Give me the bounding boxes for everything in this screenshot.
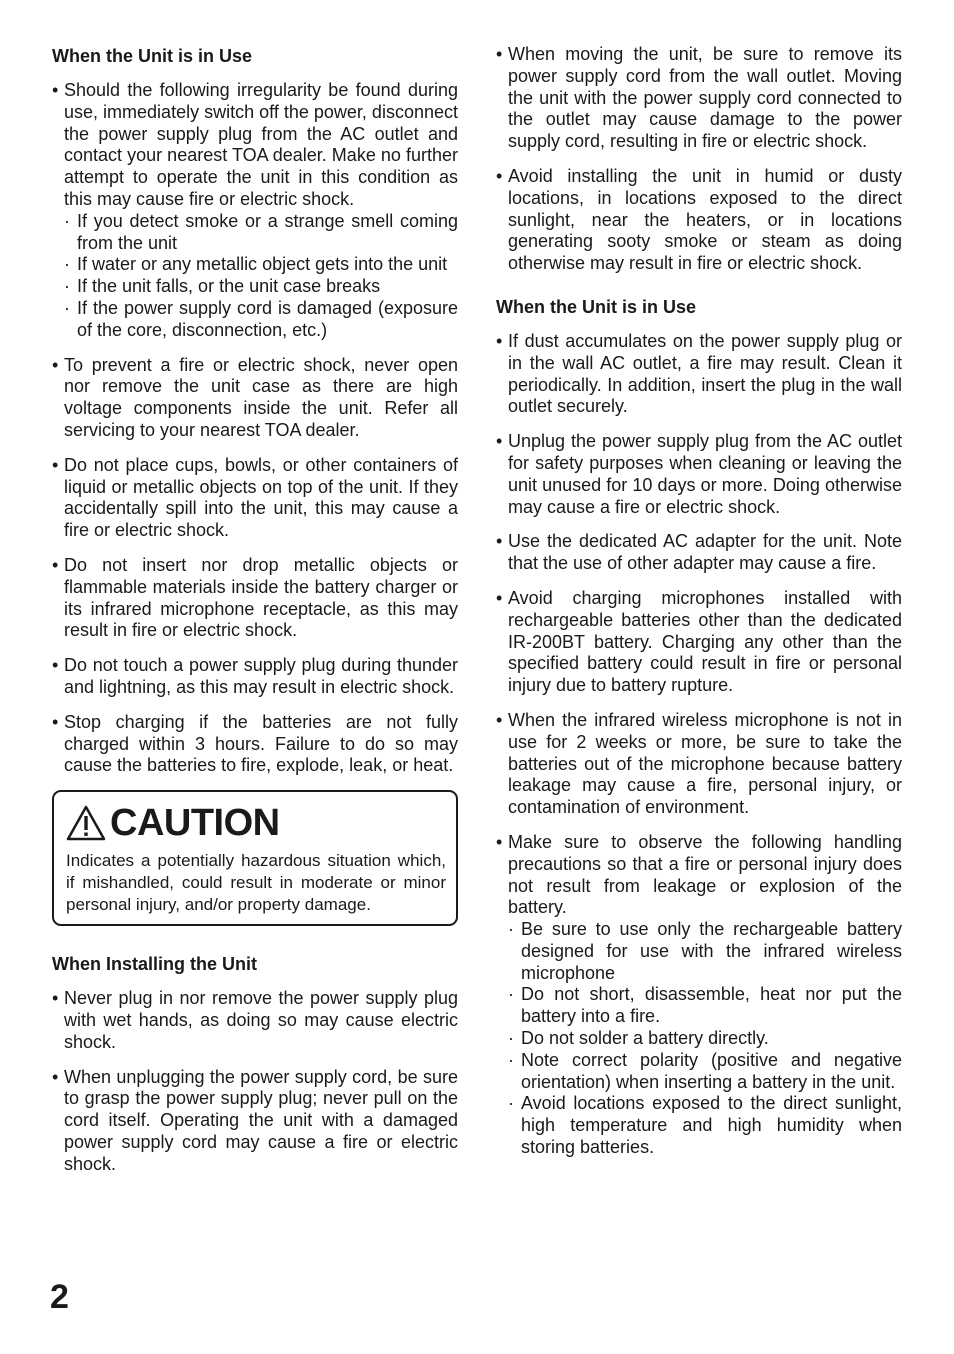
list-item [52,80,458,342]
caution-description: Indicates a potentially hazardous situation which, if mishandled, could result in moderate or minor personal injury, and/or property damage. [66,851,446,915]
list-item-text: Avoid installing the unit in humid or dusty locations, in locations exposed to the direct sunlight, near the heaters, or in locations generating sooty smoke or steam as doing otherwise may result in fire or electric shock. [508,165,902,274]
list-item [496,832,902,1159]
sub-list-item [508,1050,902,1094]
sub-bullet-dot: · [64,254,70,275]
list-item [52,555,458,642]
list-item-text: When moving the unit, be sure to remove its power supply cord from the wall outlet. Moving the unit with the power supply cord connected to the outlet may cause damage to the power supply cord, resulting in fire or electric shock. [508,44,902,152]
list-item-text: Unplug the power supply plug from the AC outlet for safety purposes when cleaning or leaving the unit unused for 10 days or more. Doing otherwise may cause a fire or electric shock. [508,431,902,517]
list-item-text: If dust accumulates on the power supply plug or in the wall AC outlet, a fire may result. Clean it periodically. In addition, insert the plug in the wall outlet securely. [508,330,902,417]
bullet-dot: • [496,330,503,351]
list-item-text: Should the following irregularity be found during use, immediately switch off the power, disconnect the power supply plug from the AC outlet and contact your nearest TOA dealer. Make no further attempt to operate the unit in this condition as this may cause fire or electric shock. [64,80,458,209]
bullet-dot: • [496,531,503,552]
bullet-dot: • [496,831,503,852]
list-item [52,455,458,542]
list-item-text: Do not insert nor drop metallic objects or flammable materials inside the battery charger or its infrared microphone receptacle, as this may result in fire or electric shock. [64,554,458,641]
bullet-dot: • [52,80,59,100]
bullet-dot: • [52,711,59,732]
list-item [496,588,902,697]
list-item [496,531,902,575]
bullet-dot: • [496,165,503,186]
bullet-dot: • [496,709,503,730]
sub-list-item [508,984,902,1028]
left-bullet-list-2 [52,988,458,1175]
sub-list [508,919,902,1159]
sub-bullet-dot: · [508,1093,514,1114]
sub-list-item [508,1028,902,1050]
sub-bullet-dot: · [508,1028,514,1049]
sub-bullet-dot: · [508,1049,514,1070]
list-item-text: Avoid charging microphones installed with rechargeable batteries other than the dedicated IR-200BT battery. Charging any other than the specified battery could result in fire or personal injury due to battery rupture. [508,587,902,696]
sub-list-item [64,298,458,342]
bullet-dot: • [52,354,59,375]
sub-list-item-text: Avoid locations exposed to the direct sunlight, high temperature and high humidity when storing batteries. [521,1093,902,1158]
page-number: 2 [50,1278,69,1316]
sub-list-item-text: Note correct polarity (positive and negative orientation) when inserting a battery in the unit. [521,1049,902,1092]
list-item-text: Never plug in nor remove the power supply plug with wet hands, as doing so may cause electric shock. [64,988,458,1052]
list-item [52,355,458,442]
list-item [52,712,458,777]
list-item [52,655,458,699]
sub-list [64,211,458,342]
bullet-dot: • [52,988,59,1009]
bullet-dot: • [496,431,503,452]
right-bullet-list [496,44,902,275]
list-item [496,44,902,153]
bullet-dot: • [52,554,59,575]
left-column [52,44,458,1188]
sub-list-item-text: If the power supply cord is damaged (exposure of the core, disconnection, etc.) [77,297,458,340]
bullet-dot: • [52,1066,59,1087]
list-item-text: Do not place cups, bowls, or other containers of liquid or metallic objects on top of the unit. If they accidentally spill into the unit, this may cause a fire or electric shock. [64,454,458,541]
section-heading-in-use: When the Unit is in Use [52,46,253,66]
list-item [496,710,902,819]
bullet-dot: • [52,454,59,475]
sub-list-item-text: If water or any metallic object gets into the unit [77,254,448,275]
sub-bullet-dot: · [508,984,514,1005]
right-column [496,44,902,1172]
section-heading-in-use-2: When the Unit is in Use [496,296,697,317]
sub-list-item [64,211,458,255]
list-item [496,166,902,275]
right-bullet-list-2 [496,331,902,1159]
sub-list-item [64,254,458,276]
sub-list-item [508,1093,902,1158]
sub-list-item-text: Be sure to use only the rechargeable battery designed for use with the infrared wireless microphone [521,919,902,983]
bullet-dot: • [496,44,503,64]
list-item-text: Make sure to observe the following handling precautions so that a fire or personal injury does not result from leakage or explosion of the battery. [508,831,902,918]
sub-list-item-text: Do not solder a battery directly. [521,1028,769,1049]
bullet-dot: • [496,587,503,608]
list-item-text: Use the dedicated AC adapter for the unit. Note that the use of other adapter may cause a fire. [508,531,902,574]
bullet-dot: • [52,655,59,676]
sub-bullet-dot: · [64,210,70,231]
caution-header [66,800,446,846]
sub-list-item [64,276,458,298]
list-item-text: When unplugging the power supply cord, be sure to grasp the power supply plug; never pull on the cord itself. Operating the unit with a damaged power supply cord may cause a fire or electric shock. [64,1066,458,1174]
left-bullet-list [52,80,458,777]
caution-title: CAUTION [110,802,280,845]
sub-list-item-text: Do not short, disassemble, heat nor put the battery into a fire. [521,984,902,1027]
list-item [52,988,458,1053]
list-item-text: When the infrared wireless microphone is not in use for 2 weeks or more, be sure to take the batteries out of the microphone because battery leakage may cause a fire, personal injury, or contamination of environment. [508,709,902,818]
list-item-text: Do not touch a power supply plug during thunder and lightning, as this may result in electric shock. [64,655,458,697]
list-item [496,431,902,518]
caution-box [52,790,458,926]
list-item-text: Stop charging if the batteries are not fully charged within 3 hours. Failure to do so may cause the batteries to fire, explode, leak, or heat. [64,711,458,776]
section-heading-installing: When Installing the Unit [52,954,257,975]
sub-list-item [508,919,902,984]
sub-bullet-dot: · [64,297,70,318]
sub-bullet-dot: · [508,919,514,940]
sub-list-item-text: If you detect smoke or a strange smell coming from the unit [77,210,458,253]
warning-triangle-icon [66,805,106,841]
list-item [52,1067,458,1176]
sub-list-item-text: If the unit falls, or the unit case breaks [77,276,381,297]
list-item-text: To prevent a fire or electric shock, never open nor remove the unit case as there are high voltage components inside the unit. Refer all servicing to your nearest TOA dealer. [64,354,458,440]
list-item [496,331,902,418]
sub-bullet-dot: · [64,276,70,297]
